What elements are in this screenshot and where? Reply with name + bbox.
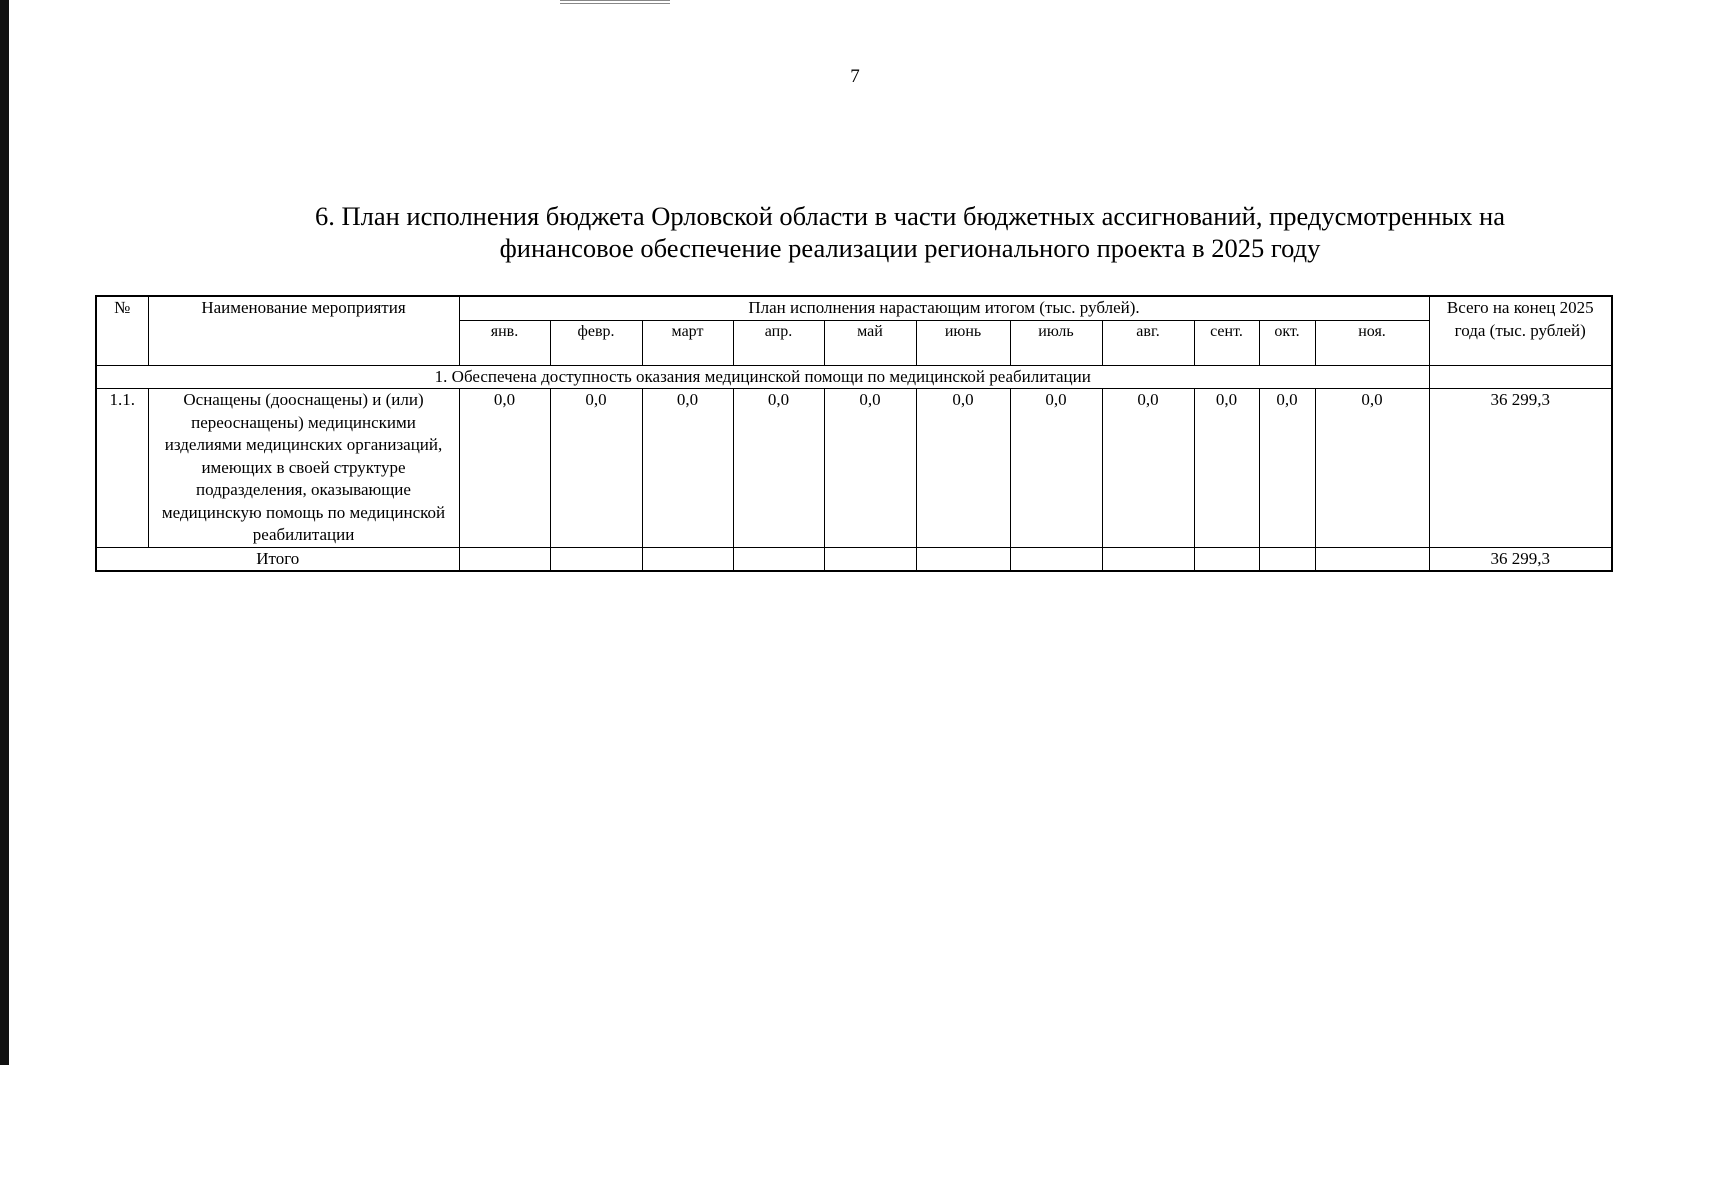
row-month-value: 0,0 — [459, 389, 550, 548]
col-plan-header: План исполнения нарастающим итогом (тыс. рублей). — [459, 296, 1429, 320]
row-month-value: 0,0 — [916, 389, 1010, 548]
month-header: февр. — [550, 320, 642, 365]
page-left-edge — [0, 0, 9, 1065]
itogo-empty-cell — [824, 547, 916, 571]
itogo-empty-cell — [1010, 547, 1102, 571]
col-number-header: № — [96, 296, 148, 365]
row-month-value: 0,0 — [824, 389, 916, 548]
row-month-value: 0,0 — [1259, 389, 1315, 548]
top-mark — [560, 0, 670, 4]
row-month-value: 0,0 — [1315, 389, 1429, 548]
month-header: окт. — [1259, 320, 1315, 365]
col-name-header: Наименование мероприятия — [148, 296, 459, 365]
section-title: 1. Обеспечена доступность оказания медицинской помощи по медицинской реабилитации — [96, 365, 1429, 389]
row-month-value: 0,0 — [733, 389, 824, 548]
month-header: ноя. — [1315, 320, 1429, 365]
row-month-value: 0,0 — [1194, 389, 1259, 548]
section-empty-cell — [1429, 365, 1612, 389]
row-month-value: 0,0 — [1010, 389, 1102, 548]
row-total: 36 299,3 — [1429, 389, 1612, 548]
itogo-empty-cell — [550, 547, 642, 571]
month-header: авг. — [1102, 320, 1194, 365]
month-header: янв. — [459, 320, 550, 365]
table-row — [96, 389, 1612, 548]
row-month-value: 0,0 — [550, 389, 642, 548]
col-total-header: Всего на конец 2025 года (тыс. рублей) — [1429, 296, 1612, 365]
page-number: 7 — [850, 66, 860, 87]
month-header: май — [824, 320, 916, 365]
itogo-empty-cell — [1102, 547, 1194, 571]
budget-plan-table — [95, 295, 1613, 572]
row-number: 1.1. — [96, 389, 148, 548]
itogo-empty-cell — [1194, 547, 1259, 571]
itogo-empty-cell — [642, 547, 733, 571]
row-month-value: 0,0 — [642, 389, 733, 548]
itogo-row — [96, 547, 1612, 571]
month-header: апр. — [733, 320, 824, 365]
row-name: Оснащены (дооснащены) и (или) переоснащены) медицинскими изделиями медицинских организаций, имеющих в своей структуре подразделения, оказывающие медицинскую помощь по медицинской реабилитации — [148, 389, 459, 548]
document-title — [240, 200, 1580, 264]
header-row-1 — [96, 296, 1612, 320]
itogo-label: Итого — [96, 547, 459, 571]
itogo-empty-cell — [1315, 547, 1429, 571]
row-month-value: 0,0 — [1102, 389, 1194, 548]
itogo-empty-cell — [459, 547, 550, 571]
title-line-2: финансовое обеспечение реализации регионального проекта в 2025 году — [499, 233, 1321, 263]
month-header: июль — [1010, 320, 1102, 365]
title-line-1: 6. План исполнения бюджета Орловской области в части бюджетных ассигнований, предусмотренных на — [314, 201, 1505, 231]
section-row — [96, 365, 1612, 389]
month-header: сент. — [1194, 320, 1259, 365]
itogo-total: 36 299,3 — [1429, 547, 1612, 571]
month-header: март — [642, 320, 733, 365]
itogo-empty-cell — [1259, 547, 1315, 571]
itogo-empty-cell — [916, 547, 1010, 571]
itogo-empty-cell — [733, 547, 824, 571]
month-header: июнь — [916, 320, 1010, 365]
